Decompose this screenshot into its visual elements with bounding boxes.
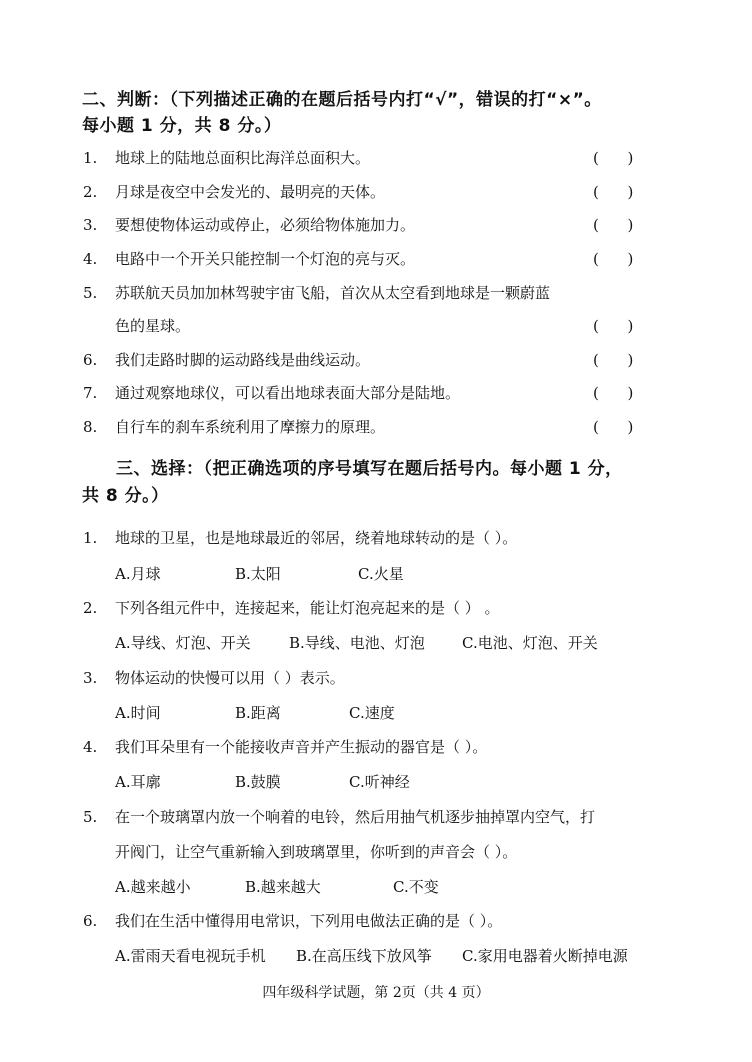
question-text: 自行车的刹车系统利用了摩擦力的原理。: [115, 418, 386, 436]
option-a: A.月球: [115, 565, 161, 583]
answer-blank: ( ): [593, 351, 634, 369]
answer-blank: ( ): [593, 149, 634, 167]
option-b: B.太阳: [235, 565, 281, 583]
option-c: C.火星: [358, 565, 404, 583]
option-b: B.鼓膜: [235, 773, 281, 791]
question-text: 地球的卫星，也是地球最近的邻居，绕着地球转动的是（ ）。: [115, 529, 518, 547]
answer-blank: ( ): [593, 216, 634, 234]
question-number: 2.: [83, 599, 98, 617]
question-number: 3.: [83, 216, 98, 234]
question-number: 1.: [83, 529, 98, 547]
option-b: B.距离: [235, 704, 281, 722]
question-text: 我们在生活中懂得用电常识，下列用电做法正确的是（ ）。: [115, 912, 503, 930]
question-text: 物体运动的快慢可以用（ ）表示。: [115, 669, 345, 687]
section2-heading-line1: 二、判断：（下列描述正确的在题后括号内打“√”，错误的打“×”。: [82, 90, 602, 110]
question-number: 5.: [83, 284, 98, 302]
section2-heading-line2: 每小题 1 分，共 8 分。）: [82, 116, 282, 136]
question-number: 3.: [83, 669, 98, 687]
question-number: 5.: [83, 808, 98, 826]
page-footer: 四年级科学试题，第 2页（共 4 页）: [262, 985, 490, 1001]
question-text: 要想使物体运动或停止，必须给物体施加力。: [115, 216, 416, 234]
question-text: 我们走路时脚的运动路线是曲线运动。: [115, 351, 371, 369]
section3-heading-line1: 三、选择：（把正确选项的序号填写在题后括号内。每小题 1 分，: [116, 459, 623, 479]
question-number: 4.: [83, 738, 98, 756]
answer-blank: ( ): [593, 250, 634, 268]
answer-blank: ( ): [593, 183, 634, 201]
question-text: 下列各组元件中，连接起来，能让灯泡亮起来的是（ ） 。: [115, 599, 500, 617]
option-b: B.越来越大: [245, 878, 321, 896]
question-text: 电路中一个开关只能控制一个灯泡的亮与灭。: [115, 250, 416, 268]
option-c: C.听神经: [349, 773, 410, 791]
question-number: 1.: [83, 149, 98, 167]
question-text: 我们耳朵里有一个能接收声音并产生振动的器官是（ ）。: [115, 738, 488, 756]
section3-heading-line2: 共 8 分。）: [82, 486, 169, 506]
answer-blank: ( ): [593, 317, 634, 335]
option-c: C.电池、灯泡、开关: [462, 634, 598, 652]
option-a: A.导线、灯泡、开关: [115, 634, 251, 652]
option-c: C.家用电器着火断掉电源: [462, 947, 628, 965]
question-text: 在一个玻璃罩内放一个响着的电铃，然后用抽气机逐步抽掉罩内空气，打: [115, 808, 596, 826]
question-number: 6.: [83, 351, 98, 369]
option-c: C.不变: [393, 878, 439, 896]
option-a: A.雷雨天看电视玩手机: [115, 947, 266, 965]
option-a: A.耳廓: [115, 773, 161, 791]
question-text-continued: 色的星球。: [115, 317, 191, 335]
question-text: 月球是夜空中会发光的、最明亮的天体。: [115, 183, 386, 201]
question-number: 4.: [83, 250, 98, 268]
question-text: 苏联航天员加加林驾驶宇宙飞船，首次从太空看到地球是一颗蔚蓝: [115, 284, 551, 302]
question-number: 2.: [83, 183, 98, 201]
answer-blank: ( ): [593, 418, 634, 436]
question-number: 8.: [83, 418, 98, 436]
question-text-continued: 开阀门，让空气重新输入到玻璃罩里，你听到的声音会（ ）。: [115, 843, 518, 861]
answer-blank: ( ): [593, 384, 634, 402]
question-text: 地球上的陆地总面积比海洋总面积大。: [115, 149, 371, 167]
question-number: 6.: [83, 912, 98, 930]
option-c: C.速度: [349, 704, 395, 722]
option-a: A.越来越小: [115, 878, 191, 896]
question-number: 7.: [83, 384, 98, 402]
question-text: 通过观察地球仪，可以看出地球表面大部分是陆地。: [115, 384, 461, 402]
option-b: B.在高压线下放风筝: [296, 947, 432, 965]
option-a: A.时间: [115, 704, 161, 722]
option-b: B.导线、电池、灯泡: [289, 634, 425, 652]
